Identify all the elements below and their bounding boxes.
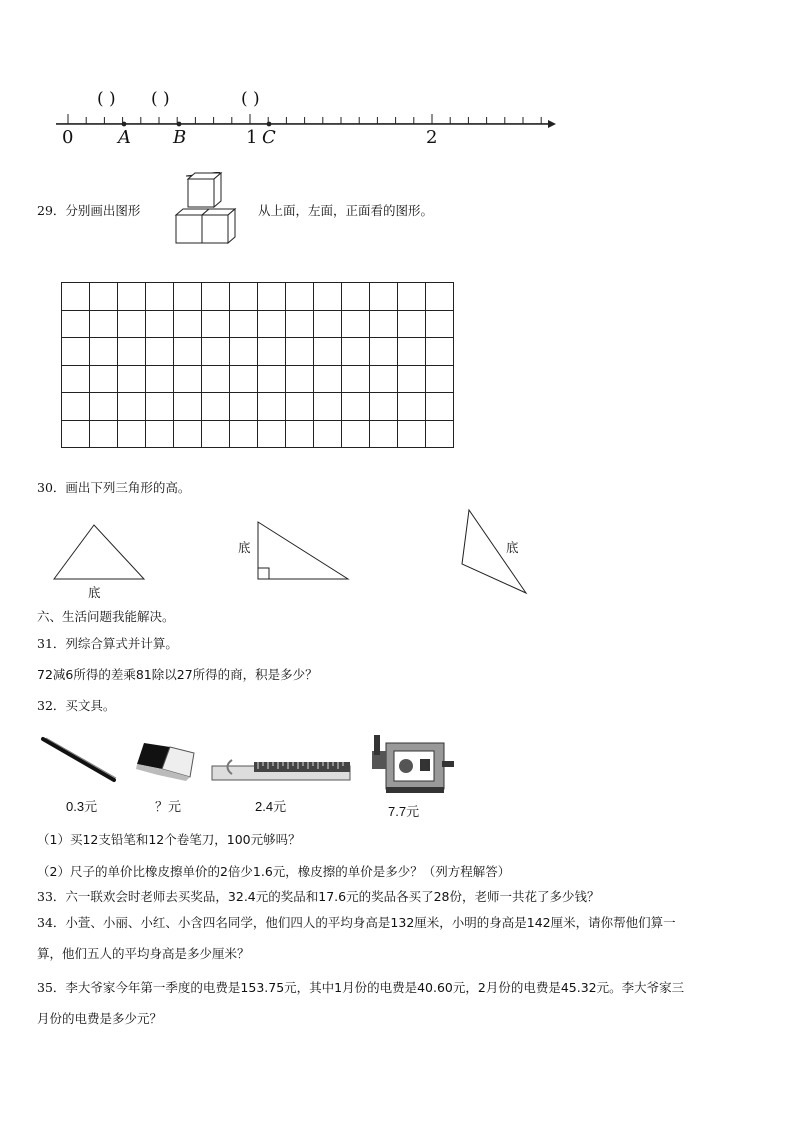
question-31	[37, 636, 178, 652]
question-number: 30．	[37, 480, 66, 495]
question-number: 35．	[37, 980, 66, 995]
grid-cell[interactable]	[118, 420, 146, 448]
question-31-problem: 72减6所得的差乘81除以27所得的商，积是多少？	[37, 667, 318, 682]
pencil-sharpener-price: 7.7元	[388, 804, 420, 819]
tick-label-1: 1	[246, 127, 258, 148]
grid-cell[interactable]	[146, 420, 174, 448]
answer-blank-c[interactable]: ( )	[241, 89, 260, 109]
grid-cell[interactable]	[202, 393, 230, 421]
question-35-line-2: 月份的电费是多少元？	[37, 1011, 163, 1026]
question-35-line-1: 李大爷家今年第一季度的电费是153.75元，其中1月份的电费是40.60元，2月份的电费是45.32元。李大爷家三	[65, 980, 685, 995]
grid-cell[interactable]	[314, 283, 342, 311]
grid-cell[interactable]	[342, 310, 370, 338]
question-33	[37, 889, 599, 905]
eraser-icon	[134, 739, 198, 785]
grid-row	[62, 420, 454, 448]
triangle-2-base-label: 底	[238, 540, 251, 555]
grid-cell[interactable]	[286, 393, 314, 421]
grid-cell[interactable]	[314, 365, 342, 393]
grid-cell[interactable]	[230, 283, 258, 311]
question-29	[37, 203, 140, 219]
question-number: 33．	[37, 889, 66, 904]
grid-cell[interactable]	[258, 338, 286, 366]
grid-cell[interactable]	[286, 420, 314, 448]
grid-cell[interactable]	[286, 310, 314, 338]
grid-cell[interactable]	[314, 338, 342, 366]
grid-cell[interactable]	[174, 365, 202, 393]
question-34-line-1: 小萱、小丽、小红、小含四名同学，他们四人的平均身高是132厘米，小明的身高是142厘米，请你帮他们算一	[65, 915, 676, 930]
grid-cell[interactable]	[314, 420, 342, 448]
grid-row	[62, 283, 454, 311]
grid-cell[interactable]	[370, 420, 398, 448]
grid-cell[interactable]	[174, 338, 202, 366]
grid-cell[interactable]	[426, 420, 454, 448]
grid-cell[interactable]	[174, 283, 202, 311]
grid-cell[interactable]	[146, 393, 174, 421]
grid-cell[interactable]	[370, 283, 398, 311]
grid-cell[interactable]	[398, 283, 426, 311]
question-number: 31．	[37, 636, 66, 651]
question-35	[37, 980, 684, 996]
ruler-icon	[210, 756, 356, 784]
question-29-text-before: 分别画出图形	[65, 203, 141, 218]
grid-cell[interactable]	[118, 393, 146, 421]
point-label-b: B	[173, 127, 187, 148]
grid-cell[interactable]	[62, 393, 90, 421]
grid-cell[interactable]	[202, 420, 230, 448]
triangle-1-base-label: 底	[88, 585, 101, 600]
grid-cell[interactable]	[370, 365, 398, 393]
grid-cell[interactable]	[342, 283, 370, 311]
triangle-1[interactable]	[50, 522, 150, 584]
grid-cell[interactable]	[258, 310, 286, 338]
cube-figure	[174, 172, 244, 246]
grid-cell[interactable]	[90, 365, 118, 393]
section-6-title: 六、生活问题我能解决。	[37, 609, 175, 624]
grid-cell[interactable]	[370, 338, 398, 366]
grid-cell[interactable]	[398, 393, 426, 421]
grid-row	[62, 310, 454, 338]
grid-cell[interactable]	[426, 393, 454, 421]
grid-cell[interactable]	[426, 338, 454, 366]
grid-cell[interactable]	[118, 365, 146, 393]
grid-cell[interactable]	[342, 393, 370, 421]
question-33-text: 六一联欢会时老师去买奖品，32.4元的奖品和17.6元的奖品各买了28份，老师一共花了多少钱？	[65, 889, 600, 904]
grid-cell[interactable]	[426, 365, 454, 393]
grid-cell[interactable]	[342, 420, 370, 448]
grid-cell[interactable]	[62, 310, 90, 338]
grid-cell[interactable]	[426, 283, 454, 311]
grid-cell[interactable]	[398, 310, 426, 338]
pencil-sharpener-icon	[364, 733, 458, 795]
question-number: 29．	[37, 203, 66, 218]
grid-cell[interactable]	[202, 283, 230, 311]
point-c-dot	[267, 122, 272, 127]
grid-row	[62, 393, 454, 421]
question-number: 34．	[37, 915, 66, 930]
grid-cell[interactable]	[230, 310, 258, 338]
grid-cell[interactable]	[342, 365, 370, 393]
tick-label-0: 0	[62, 127, 74, 148]
grid-cell[interactable]	[90, 338, 118, 366]
grid-cell[interactable]	[398, 365, 426, 393]
drawing-grid[interactable]	[61, 282, 454, 448]
grid-cell[interactable]	[230, 420, 258, 448]
question-32-sub-2: （2）尺子的单价比橡皮擦单价的2倍少1.6元，橡皮擦的单价是多少？（列方程解答）	[37, 864, 511, 879]
grid-cell[interactable]	[230, 393, 258, 421]
question-32-sub-1: （1）买12支铅笔和12个卷笔刀，100元够吗？	[37, 832, 301, 847]
question-31-text: 列综合算式并计算。	[65, 636, 178, 651]
grid-cell[interactable]	[398, 420, 426, 448]
pencil-icon	[40, 736, 120, 784]
grid-cell[interactable]	[398, 338, 426, 366]
tick-label-2: 2	[426, 127, 438, 148]
grid-cell[interactable]	[146, 338, 174, 366]
question-32-text: 买文具。	[65, 698, 116, 713]
grid-cell[interactable]	[258, 420, 286, 448]
point-label-c: C	[262, 127, 276, 148]
grid-cell[interactable]	[370, 310, 398, 338]
triangle-2[interactable]	[254, 520, 354, 584]
triangle-3[interactable]	[458, 507, 532, 597]
question-34	[37, 915, 676, 931]
eraser-price: ？元	[155, 799, 182, 814]
answer-blank-a[interactable]: ( )	[97, 89, 116, 109]
grid-cell[interactable]	[90, 310, 118, 338]
grid-cell[interactable]	[342, 338, 370, 366]
number-line-ticks	[68, 114, 541, 124]
grid-cell[interactable]	[202, 310, 230, 338]
grid-cell[interactable]	[174, 420, 202, 448]
grid-cell[interactable]	[62, 420, 90, 448]
grid-cell[interactable]	[202, 365, 230, 393]
grid-cell[interactable]	[286, 283, 314, 311]
grid-cell[interactable]	[314, 310, 342, 338]
point-a-dot	[122, 122, 127, 127]
grid-cell[interactable]	[146, 365, 174, 393]
grid-cell[interactable]	[370, 393, 398, 421]
point-b-dot	[177, 122, 182, 127]
point-label-a: A	[118, 127, 131, 148]
grid-cell[interactable]	[202, 338, 230, 366]
question-34-line-2: 算，他们五人的平均身高是多少厘米？	[37, 946, 250, 961]
grid-cell[interactable]	[230, 338, 258, 366]
grid-cell[interactable]	[90, 283, 118, 311]
grid-cell[interactable]	[90, 420, 118, 448]
grid-cell[interactable]	[118, 283, 146, 311]
question-29-text-after: 从上面，左面，正面看的图形。	[258, 203, 434, 218]
grid-cell[interactable]	[146, 283, 174, 311]
question-number: 32．	[37, 698, 66, 713]
pencil-price: 0.3元	[66, 799, 98, 814]
grid-cell[interactable]	[90, 393, 118, 421]
grid-cell[interactable]	[62, 283, 90, 311]
grid-row	[62, 338, 454, 366]
grid-cell[interactable]	[426, 310, 454, 338]
triangle-3-base-label: 底	[506, 540, 519, 555]
grid-cell[interactable]	[230, 365, 258, 393]
grid-cell[interactable]	[286, 338, 314, 366]
grid-cell[interactable]	[258, 393, 286, 421]
grid-cell[interactable]	[62, 365, 90, 393]
grid-cell[interactable]	[174, 393, 202, 421]
grid-cell[interactable]	[258, 283, 286, 311]
grid-cell[interactable]	[258, 365, 286, 393]
question-30	[37, 480, 190, 496]
grid-cell[interactable]	[62, 338, 90, 366]
grid-cell[interactable]	[118, 310, 146, 338]
answer-blank-b[interactable]: ( )	[151, 89, 170, 109]
grid-cell[interactable]	[174, 310, 202, 338]
question-30-text: 画出下列三角形的高。	[65, 480, 191, 495]
grid-cell[interactable]	[314, 393, 342, 421]
question-32	[37, 698, 115, 714]
ruler-price: 2.4元	[255, 799, 287, 814]
grid-row	[62, 365, 454, 393]
grid-cell[interactable]	[286, 365, 314, 393]
grid-cell[interactable]	[146, 310, 174, 338]
grid-cell[interactable]	[118, 338, 146, 366]
